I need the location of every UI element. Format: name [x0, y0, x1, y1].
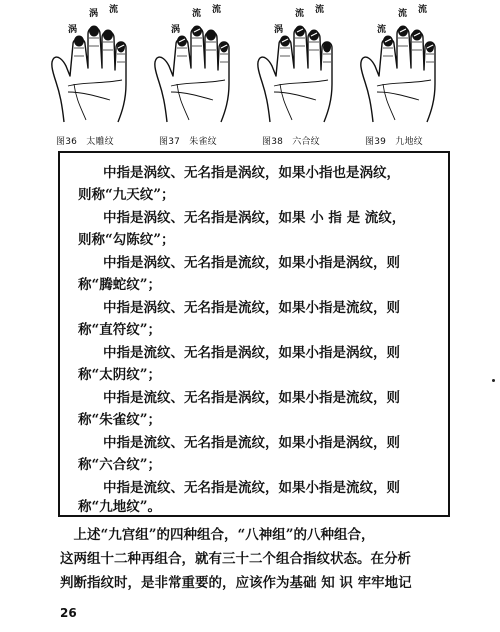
upper-mark-label: 涡 [89, 9, 99, 19]
whorl-tip-mark [323, 42, 331, 53]
upper-mark-label-right: 流 [212, 5, 222, 15]
hand-illustration-39 [357, 4, 462, 132]
definition-line: 称“太阴纹”； [78, 367, 162, 383]
definition-line: 中指是流纹、无名指是流纹，如果小指是涡纹，则 [103, 435, 400, 451]
definition-line: 称“九地纹”。 [78, 499, 162, 515]
page-number: 26 [60, 606, 77, 620]
definition-line: 中指是流纹、无名指是流纹，如果小指是流纹，则 [103, 480, 400, 496]
hand-illustration-38 [254, 4, 359, 132]
lower-mark-label: 涡 [68, 25, 78, 35]
definition-line: 称“六合纹”； [78, 457, 162, 473]
paragraph-line: 判断指纹时，是非常重要的，应该作为基础 知 识 牢牢地记 [60, 575, 412, 591]
definition-line: 中指是涡纹、无名指是流纹，如果小指是流纹，则 [103, 300, 400, 316]
definition-line: 则称“九天纹”； [78, 187, 175, 203]
upper-mark-label-right: 流 [315, 5, 325, 15]
definition-line: 则称“勾陈纹”； [78, 232, 175, 248]
definition-line: 中指是涡纹、无名指是涡纹，如果小指也是涡纹， [103, 165, 400, 181]
hand-outline [52, 27, 126, 122]
definition-line: 称“朱雀纹”； [78, 412, 162, 428]
figure-caption: 图39 九地纹 [365, 137, 423, 147]
upper-mark-label: 流 [295, 9, 305, 19]
figure-caption: 图36 太雕纹 [56, 137, 114, 147]
upper-mark-label-right: 流 [109, 5, 119, 15]
lower-mark-label: 流 [377, 25, 387, 35]
whorl-tip-mark [103, 30, 113, 41]
hand-illustration-36 [48, 4, 153, 132]
hand-outline [361, 27, 435, 122]
lower-mark-label: 涡 [274, 25, 284, 35]
upper-mark-label: 流 [398, 9, 408, 19]
figure-39 [357, 4, 462, 152]
figure-37 [151, 4, 256, 152]
hand-outline [155, 27, 229, 122]
definition-line: 称“腾蛇纹”； [78, 277, 162, 293]
definition-line: 中指是流纹、无名指是涡纹，如果小指是流纹，则 [103, 390, 400, 406]
lower-mark-label: 涡 [171, 25, 181, 35]
scan-speck [492, 379, 495, 382]
definition-line: 中指是流纹、无名指是涡纹，如果小指是涡纹，则 [103, 345, 400, 361]
whorl-tip-mark [74, 36, 84, 47]
whorl-tip-mark [206, 30, 216, 41]
definition-line: 中指是涡纹、无名指是涡纹，如果 小 指 是 流纹， [103, 210, 406, 226]
figure-36 [48, 4, 153, 152]
figure-caption: 图38 六合纹 [262, 137, 320, 147]
definition-line: 称“直符纹”； [78, 322, 162, 338]
paragraph-line: 这两组十二种再组合，就有三十二个组合指纹状态。在分析 [60, 551, 411, 567]
hand-outline [258, 27, 332, 122]
definitions-box [58, 151, 450, 517]
paragraph-line: 上述“九宫组”的四种组合，“八神组”的八种组合， [60, 527, 375, 543]
whorl-tip-mark [89, 26, 99, 37]
hand-illustration-37 [151, 4, 256, 132]
definition-line: 中指是涡纹、无名指是流纹，如果小指是涡纹，则 [103, 255, 400, 271]
upper-mark-label-right: 流 [418, 5, 428, 15]
figure-38 [254, 4, 359, 152]
upper-mark-label: 流 [192, 9, 202, 19]
figure-row [48, 4, 468, 152]
figure-caption: 图37 朱雀纹 [159, 137, 217, 147]
